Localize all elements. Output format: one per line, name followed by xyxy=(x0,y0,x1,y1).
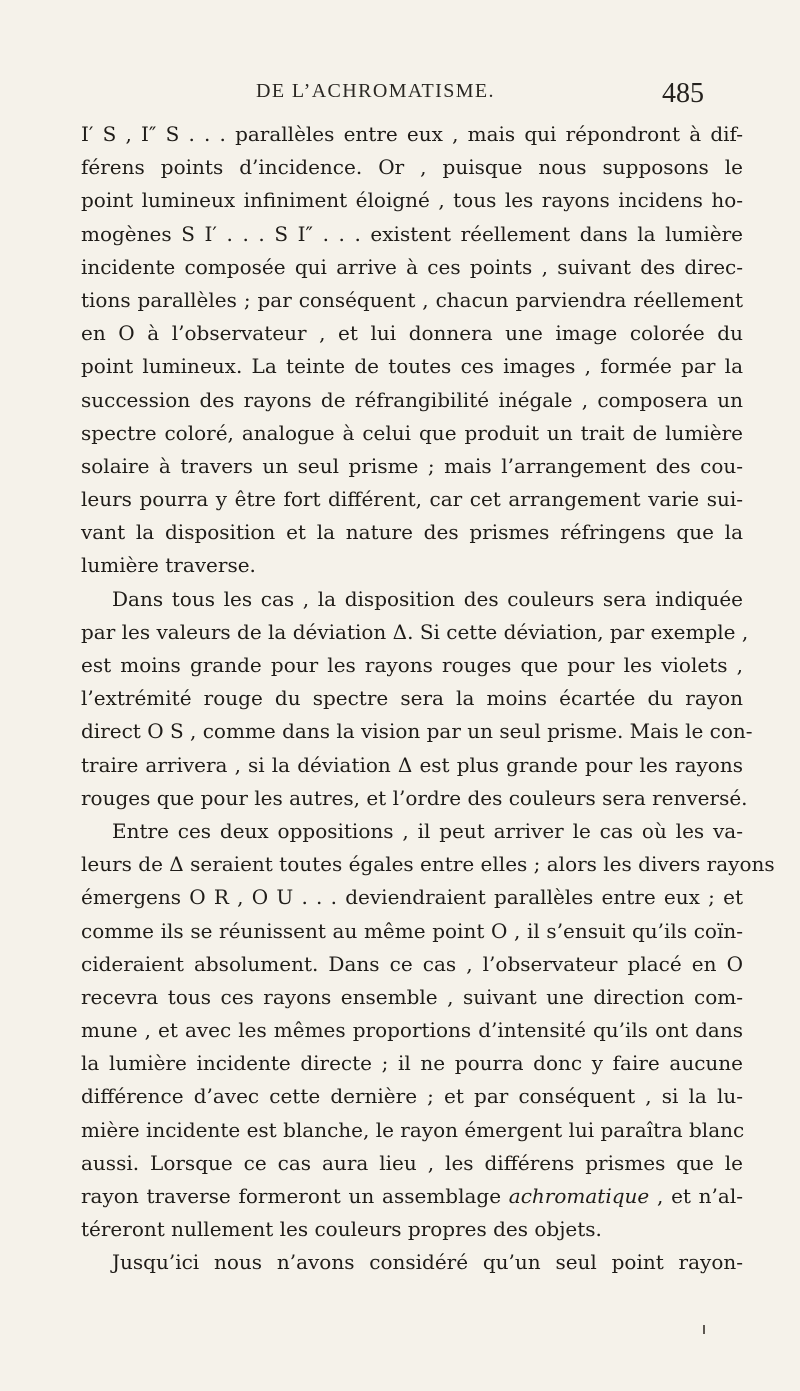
page-number: 485 xyxy=(662,78,704,109)
running-title: DE L’ACHROMATISME. xyxy=(256,80,495,102)
text-line: en O à l’observateur , et lui donnera une image colorée du xyxy=(81,321,743,346)
text-line: cideraient absolument. Dans ce cas , l’observateur placé en O xyxy=(81,951,743,976)
text-line: spectre coloré, analogue à celui que produit un trait de lumière xyxy=(81,420,743,445)
text-line: différence d’avec cette dernière ; et par conséquent , si la lu- xyxy=(81,1084,743,1109)
text-line: traire arrivera , si la déviation Δ est plus grande pour les rayons xyxy=(81,752,743,777)
text-line: comme ils se réunissent au même point O , il s’ensuit qu’ils coïn- xyxy=(81,918,743,943)
text-line: mière incidente est blanche, le rayon émergent lui paraîtra blanc xyxy=(81,1117,745,1142)
text-line: lumière traverse. xyxy=(81,553,256,578)
text-line: l’extrémité rouge du spectre sera la moins écartée du rayon xyxy=(81,686,743,711)
text-run: rayon traverse formeront un assemblage xyxy=(81,1184,509,1208)
text-line: tions parallèles ; par conséquent , chacun parviendra réellement xyxy=(81,287,743,312)
text-line: Dans tous les cas , la disposition des couleurs sera indiquée xyxy=(112,586,743,611)
text-line: la lumière incidente directe ; il ne pourra donc y faire aucune xyxy=(81,1051,743,1076)
text-line: point lumineux. La teinte de toutes ces images , formée par la xyxy=(81,354,743,379)
text-line: incidente composée qui arrive à ces points , suivant des direc- xyxy=(81,254,743,279)
text-line: aussi. Lorsque ce cas aura lieu , les différens prismes que le xyxy=(81,1150,743,1175)
text-line: leurs de Δ seraient toutes égales entre elles ; alors les divers rayons xyxy=(81,852,775,877)
italic-term: achromatique xyxy=(508,1184,650,1208)
text-line: rouges que pour les autres, et l’ordre des couleurs sera renversé. xyxy=(81,785,748,810)
text-line: férens points d’incidence. Or , puisque nous supposons le xyxy=(81,155,743,180)
text-line: téreront nullement les couleurs propres des objets. xyxy=(81,1217,602,1242)
text-line: point lumineux infiniment éloigné , tous les rayons incidens ho- xyxy=(81,188,743,213)
text-run: , et n’al- xyxy=(649,1184,743,1208)
text-line: direct O S , comme dans la vision par un seul prisme. Mais le con- xyxy=(81,719,753,744)
running-head xyxy=(0,78,800,118)
body-text xyxy=(81,118,775,1280)
text-line: I′ S , I″ S . . . parallèles entre eux , mais qui répondront à dif- xyxy=(81,122,743,146)
text-line xyxy=(81,1180,743,1213)
text-line: mogènes S I′ . . . S I″ . . . existent réellement dans la lumière xyxy=(81,221,743,246)
text-line: mune , et avec les mêmes proportions d’intensité qu’ils ont dans xyxy=(81,1018,743,1043)
text-line: émergens O R , O U . . . deviendraient parallèles entre eux ; et xyxy=(81,885,743,910)
text-line: est moins grande pour les rayons rouges que pour les violets , xyxy=(81,653,743,677)
text-line: Entre ces deux oppositions , il peut arriver le cas où les va- xyxy=(112,818,743,843)
text-line: solaire à travers un seul prisme ; mais l’arrangement des cou- xyxy=(81,453,743,478)
text-line: succession des rayons de réfrangibilité inégale , composera un xyxy=(81,387,743,412)
ink-mark xyxy=(703,1325,705,1334)
text-line: recevra tous ces rayons ensemble , suivant une direction com- xyxy=(81,984,743,1009)
text-line: leurs pourra y être fort différent, car cet arrangement varie sui- xyxy=(81,487,743,512)
text-line: par les valeurs de la déviation Δ. Si cette déviation, par exemple , xyxy=(81,619,749,644)
text-line: Jusqu’ici nous n’avons considéré qu’un seul point rayon- xyxy=(112,1250,743,1275)
text-line: vant la disposition et la nature des prismes réfringens que la xyxy=(81,520,743,545)
